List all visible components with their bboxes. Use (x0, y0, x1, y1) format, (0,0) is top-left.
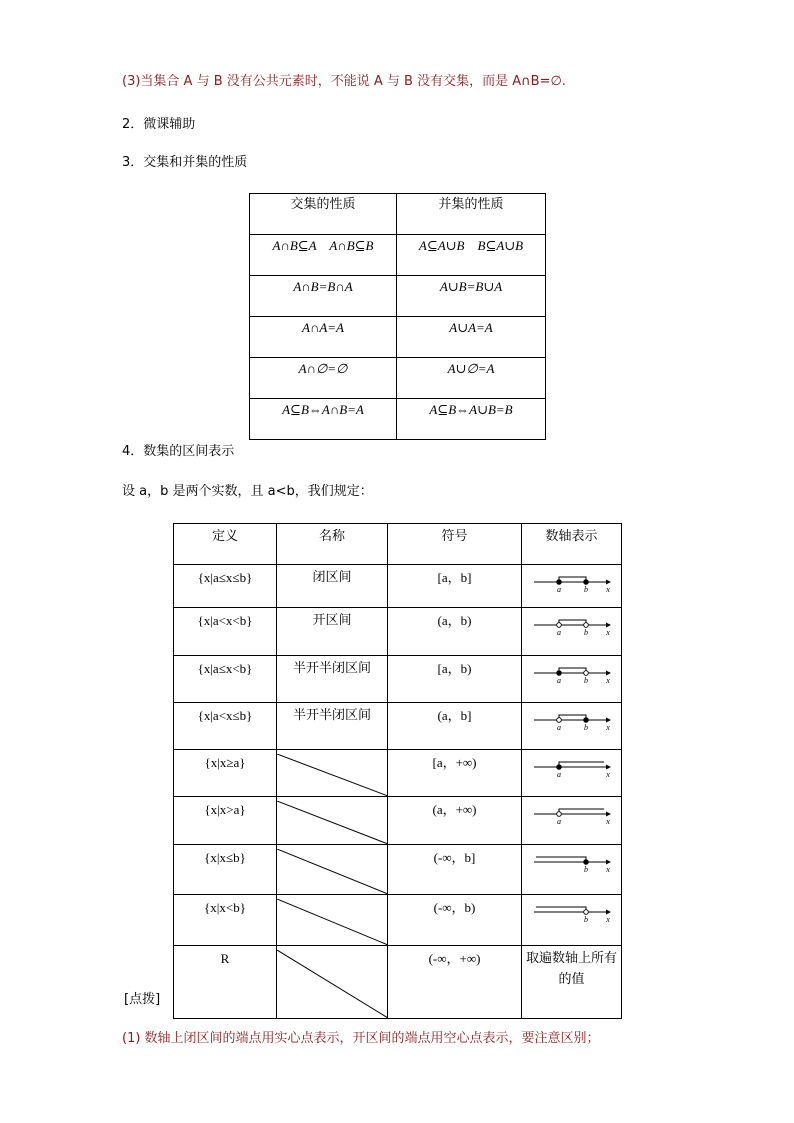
symbol-cell: (-∞，+∞) (388, 946, 522, 1019)
symbol-cell: (-∞，b] (388, 845, 522, 895)
table-row (250, 358, 546, 399)
definition-cell: {x|a<x<b} (174, 608, 277, 656)
table-header-row (174, 524, 622, 565)
definition-cell: {x|a≤x≤b} (174, 565, 277, 608)
axis-cell (522, 895, 622, 946)
arrow-icon (606, 910, 611, 915)
table-cell: A∩B=B∩A (250, 276, 397, 317)
symbol-cell: [a，b] (388, 565, 522, 608)
a-label: a (557, 817, 561, 826)
heading-interval: 4．数集的区间表示 (122, 444, 235, 459)
a-label: a (557, 585, 561, 594)
diagonal-slash (277, 899, 388, 945)
interval-bracket (559, 715, 586, 720)
table-row (174, 845, 622, 895)
b-label: b (584, 676, 588, 685)
number-line (522, 750, 621, 792)
table-row (174, 797, 622, 845)
closed-endpoint-b (584, 580, 589, 585)
b-label: b (584, 915, 588, 924)
header-union: 并集的性质 (397, 194, 546, 235)
a-label: a (557, 723, 561, 732)
axis-cell (522, 565, 622, 608)
intro-text: 设 a，b 是两个实数，且 a<b，我们规定： (122, 484, 373, 499)
table-row (174, 895, 622, 946)
tip-1: (1) 数轴上闭区间的端点用实心点表示，开区间的端点用空心点表示，要注意区别； (122, 1031, 600, 1046)
interval-bracket (559, 668, 586, 673)
interval-bracket (559, 762, 604, 767)
number-line (522, 608, 621, 655)
a-label: a (557, 770, 561, 779)
diagonal-slash (277, 754, 388, 796)
name-cell-empty (277, 750, 388, 797)
table-row (174, 946, 622, 1019)
x-label: x (606, 770, 610, 779)
open-endpoint-b (584, 623, 589, 628)
b-label: b (584, 628, 588, 637)
table-row (174, 608, 622, 656)
definition-cell: {x|x≤b} (174, 845, 277, 895)
definition-cell: {x|a<x≤b} (174, 703, 277, 750)
a-label: a (557, 628, 561, 637)
arrow-icon (606, 580, 611, 585)
table-row (250, 235, 546, 276)
name-cell: 半开半闭区间 (277, 703, 388, 750)
number-line (522, 565, 621, 607)
arrow-icon (606, 623, 611, 628)
name-cell-empty (277, 895, 388, 946)
symbol-cell: [a，+∞) (388, 750, 522, 797)
note-3: (3)当集合 A 与 B 没有公共元素时，不能说 A 与 B 没有交集，而是 A∩B=∅. (122, 74, 566, 89)
open-endpoint-a (557, 812, 562, 817)
closed-endpoint-a (557, 671, 562, 676)
closed-endpoint-b (584, 718, 589, 723)
definition-cell: {x|x>a} (174, 797, 277, 845)
arrow-icon (606, 860, 611, 865)
b-label: b (584, 585, 588, 594)
axis-cell (522, 750, 622, 797)
table-cell: A⊆B⇔A∩B=A (250, 399, 397, 440)
diagonal-slash (277, 950, 388, 1018)
header-axis: 数轴表示 (522, 524, 622, 565)
header-name: 名称 (277, 524, 388, 565)
symbol-cell: (a，b) (388, 608, 522, 656)
tip-label: [点拨] (124, 992, 161, 1007)
name-cell: 开区间 (277, 608, 388, 656)
number-line (522, 895, 621, 941)
x-label: x (606, 628, 610, 637)
arrow-icon (606, 718, 611, 723)
axis-text-cell: 取遍数轴上所有的值 (522, 946, 622, 1019)
b-label: b (584, 723, 588, 732)
closed-endpoint-b (584, 860, 589, 865)
symbol-cell: (a，+∞) (388, 797, 522, 845)
diagonal-slash (277, 801, 388, 844)
table-row (250, 276, 546, 317)
name-cell-empty (277, 845, 388, 895)
table-cell: A∪B=B∪A (397, 276, 546, 317)
table-row (250, 399, 546, 440)
closed-endpoint-a (557, 580, 562, 585)
axis-cell (522, 656, 622, 703)
a-label: a (557, 676, 561, 685)
arrow-icon (606, 765, 611, 770)
interval-bracket (536, 907, 586, 912)
properties-table (249, 193, 546, 440)
x-label: x (606, 865, 610, 874)
open-endpoint-a (557, 718, 562, 723)
table-row (174, 750, 622, 797)
open-endpoint-b (584, 671, 589, 676)
number-line (522, 703, 621, 749)
interval-bracket (559, 809, 604, 814)
table-row (250, 194, 546, 235)
table-cell: A∪A=A (397, 317, 546, 358)
symbol-cell: [a，b) (388, 656, 522, 703)
definition-cell: {x|x<b} (174, 895, 277, 946)
interval-table (173, 523, 622, 1019)
open-endpoint-a (557, 623, 562, 628)
table-cell: A∪∅=A (397, 358, 546, 399)
b-label: b (584, 865, 588, 874)
table-cell: A∩∅=∅ (250, 358, 397, 399)
definition-cell: {x|x≥a} (174, 750, 277, 797)
table-row (174, 703, 622, 750)
diagonal-slash (277, 849, 388, 894)
arrow-icon (606, 812, 611, 817)
heading-properties: 3．交集和并集的性质 (122, 155, 248, 170)
definition-cell: R (174, 946, 277, 1019)
interval-bracket (559, 577, 586, 582)
table-row (250, 317, 546, 358)
table-cell: A⊆A∪B B⊆A∪B (397, 235, 546, 276)
name-cell-empty (277, 797, 388, 845)
table-row (174, 565, 622, 608)
heading-micro-lesson: 2．微课辅助 (122, 117, 196, 132)
open-endpoint-b (584, 910, 589, 915)
table-cell: A∩A=A (250, 317, 397, 358)
axis-cell (522, 845, 622, 895)
table-cell: A∩B⊆A A∩B⊆B (250, 235, 397, 276)
number-line (522, 845, 621, 890)
axis-cell (522, 797, 622, 845)
x-label: x (606, 817, 610, 826)
definition-cell: {x|a≤x<b} (174, 656, 277, 703)
number-line (522, 797, 621, 840)
symbol-cell: (a，b] (388, 703, 522, 750)
axis-cell (522, 608, 622, 656)
table-row (174, 656, 622, 703)
symbol-cell: (-∞，b) (388, 895, 522, 946)
axis-cell (522, 703, 622, 750)
name-cell-empty (277, 946, 388, 1019)
header-intersection: 交集的性质 (250, 194, 397, 235)
x-label: x (606, 915, 610, 924)
header-def: 定义 (174, 524, 277, 565)
x-label: x (606, 676, 610, 685)
closed-endpoint-a (557, 765, 562, 770)
interval-bracket (536, 857, 586, 862)
name-cell: 闭区间 (277, 565, 388, 608)
table-cell: A⊆B⇔A∪B=B (397, 399, 546, 440)
x-label: x (606, 723, 610, 732)
interval-bracket (559, 620, 586, 625)
header-symbol: 符号 (388, 524, 522, 565)
number-line (522, 656, 621, 702)
name-cell: 半开半闭区间 (277, 656, 388, 703)
arrow-icon (606, 671, 611, 676)
x-label: x (606, 585, 610, 594)
